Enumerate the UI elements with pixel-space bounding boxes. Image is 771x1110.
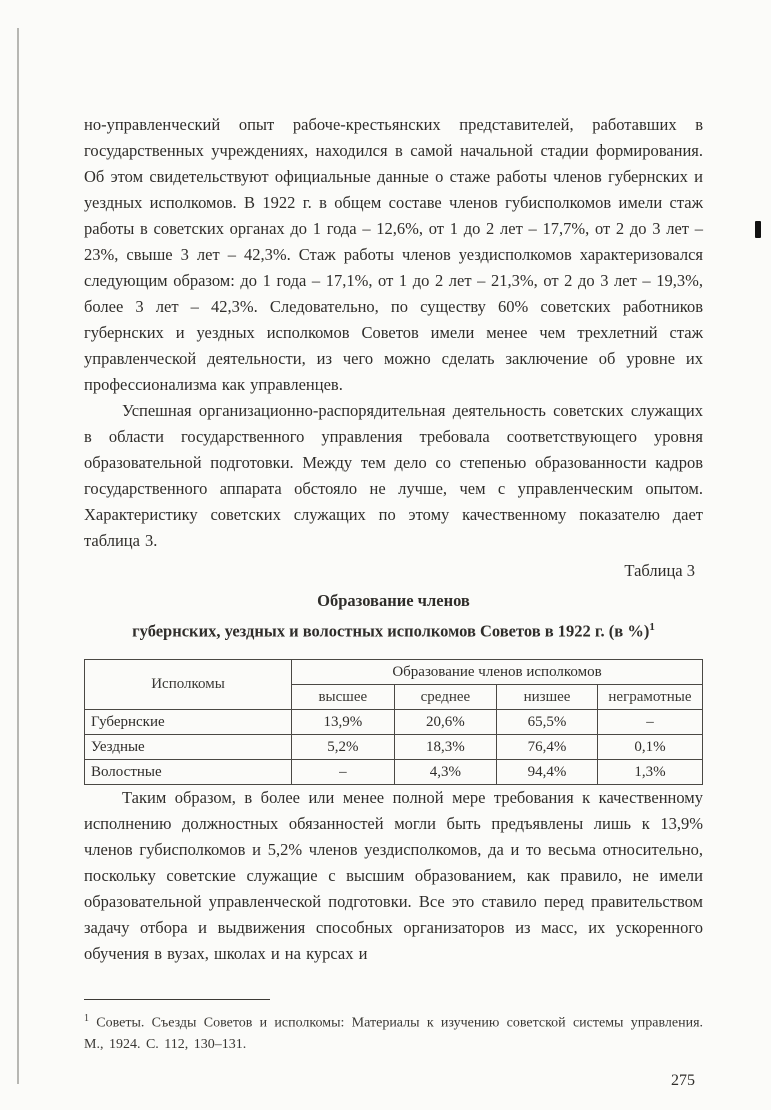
footnote-text: Советы. Съезды Советов и исполкомы: Материалы к изучению советской системы управления. М., 1924. С. 112, 130–131. [84, 1015, 704, 1053]
cell-value: 18,3% [394, 734, 497, 759]
cell-value: 1,3% [597, 759, 702, 784]
body-paragraph-1: но-управленческий опыт рабоче-крестьянских представителей, работавших в государственных учреждениях, находился в самой начальной стадии формирования. Об этом свидетельствуют официальные данные о стаже работы членов губернских и уездных исполкомов. В 1922 г. в общем составе членов губисполкомов имели стаж работы в советских органах до 1 года – 12,6%, от 1 до 2 лет – 17,7%, от 2 до 3 лет – 23%, свыше 3 лет – 42,3%. Стаж работы членов уездисполкомов характеризовался следующим образом: до 1 года – 17,1%, от 1 до 2 лет – 21,3%, от 2 до 3 лет – 19,3%, более 3 лет – 42,3%. Следовательно, по существу 60% советских работников губернских и уездных исполкомов Советов имели менее чем трехлетний стаж управленческой деятельности, из чего можно сделать заключение об уровне их профессионализма как управленцев. [84, 115, 703, 394]
footnote [84, 1008, 703, 1057]
cell-value: – [597, 709, 702, 734]
cell-value: 20,6% [394, 709, 497, 734]
table-row [85, 759, 703, 784]
table-title [84, 588, 703, 645]
cell-value: 94,4% [497, 759, 598, 784]
cell-value: – [292, 759, 395, 784]
table-subheader-nizshee: низшее [497, 684, 598, 709]
cell-value: 0,1% [597, 734, 702, 759]
table-group-header: Образование членов исполкомов [292, 659, 703, 684]
table-header-row [85, 659, 703, 684]
cell-value: 4,3% [394, 759, 497, 784]
table-subheader-negramotnye: неграмотные [597, 684, 702, 709]
cell-value: 13,9% [292, 709, 395, 734]
table-header-ispolkomy: Исполкомы [85, 659, 292, 709]
scan-artifact-mark [755, 221, 761, 238]
table-title-line-2 [84, 614, 703, 645]
page-content [84, 112, 703, 1094]
body-paragraph-3: Таким образом, в более или менее полной мере требования к качественному исполнению должностных обязанностей могли быть предъявлены лишь к 13,9% членов губисполкомов и 5,2% членов уездисполкомов, да и то весьма относительно, поскольку советские служащие с высшим образованием, как правило, не имели образовательной управленческой подготовки. Все это ставило перед правительством задачу отбора и выдвижения способных организаторов из масс, их ускоренного обучения в вузах, школах и на курсах и [84, 787, 703, 963]
row-label-volostnye: Волостные [85, 759, 292, 784]
row-label-gubernskie: Губернские [85, 709, 292, 734]
table-label: Таблица 3 [624, 561, 695, 580]
table-title-footnote-ref: 1 [649, 621, 655, 633]
footnote-marker: 1 [84, 1012, 89, 1024]
row-label-uezdnye: Уездные [85, 734, 292, 759]
cell-value: 76,4% [497, 734, 598, 759]
cell-value: 5,2% [292, 734, 395, 759]
table-subheader-srednee: среднее [394, 684, 497, 709]
footnote-separator [84, 999, 270, 1000]
table-subheader-vysshee: высшее [292, 684, 395, 709]
scan-edge-line [17, 28, 19, 1084]
cell-value: 65,5% [497, 709, 598, 734]
table-row [85, 709, 703, 734]
table-row [85, 734, 703, 759]
table-title-line-1: Образование членов [317, 591, 470, 610]
body-paragraph-2: Успешная организационно-распорядительная деятельность советских служащих в области государственного управления требовала соответствующего уровня образовательной подготовки. Между тем дело со степенью образованности кадров государственного аппарата обстояло не лучше, чем с управленческим опытом. Характеристику советских служащих по этому качественному показателю дает таблица 3. [84, 401, 703, 550]
table-title-line-2-text: губернских, уездных и волостных исполкомов Советов в 1922 г. (в %) [132, 621, 650, 641]
education-table [84, 659, 703, 785]
page-number: 275 [671, 1072, 695, 1090]
